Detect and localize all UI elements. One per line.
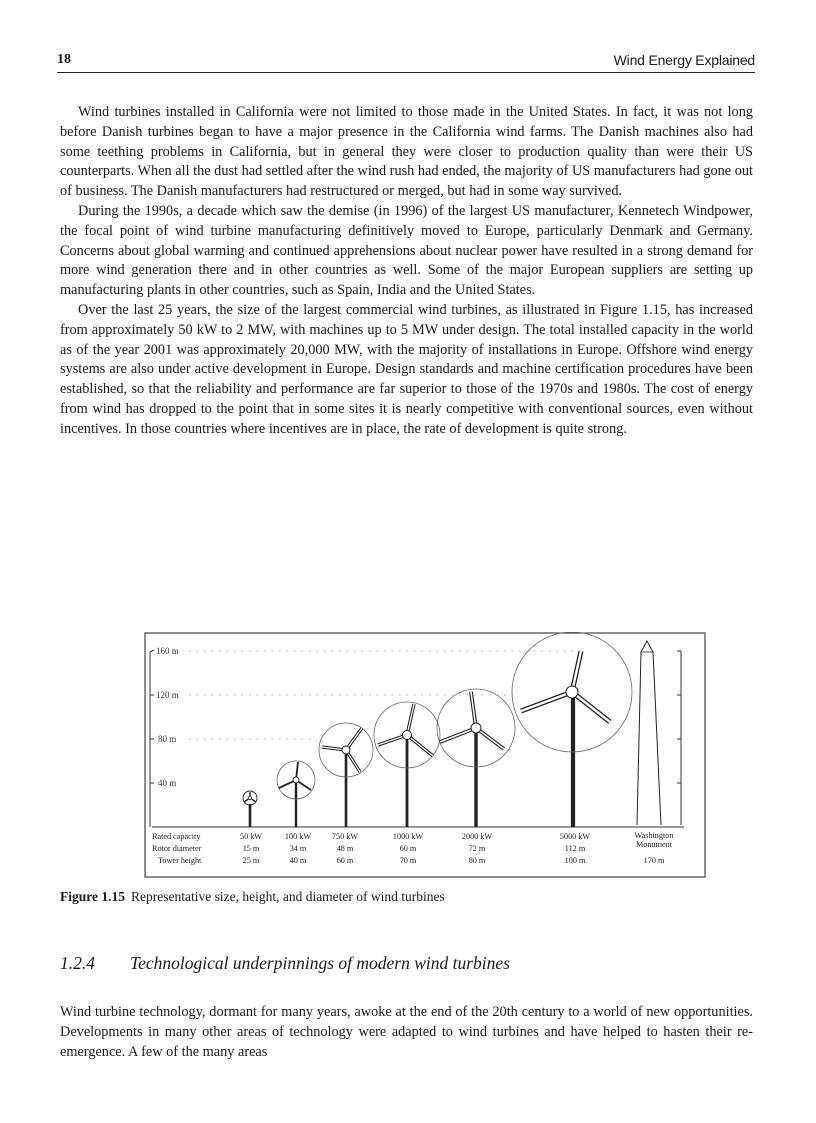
- section-number: 1.2.4: [60, 953, 95, 973]
- cell-tower: 100 m: [564, 856, 586, 865]
- section-heading: [60, 953, 510, 974]
- monument-height: 170 m: [643, 856, 665, 865]
- monument-name-line1: Washington: [634, 831, 674, 840]
- row-label-rotor-diameter: Rotor diameter: [152, 844, 202, 853]
- cell-diameter: 15 m: [242, 844, 260, 853]
- scale-label-40: 40 m: [158, 778, 177, 788]
- scale-label-160: 160 m: [156, 646, 179, 656]
- cell-tower: 40 m: [289, 856, 307, 865]
- washington-monument: [637, 641, 661, 825]
- cell-tower: 60 m: [336, 856, 354, 865]
- cell-diameter: 34 m: [289, 844, 307, 853]
- figure-turbine-sizes: [144, 632, 706, 878]
- paragraph: During the 1990s, a decade which saw the demise (in 1996) of the largest US manufacturer, Kennetech Windpower, the focal point of wind turbine manufacturing definitively moved to Europe, particularly Denmark and Germany. Concerns about global warming and continued apprehensions about nuclear power have resulted in a strong demand for more wind generation there and in other countries as well. Some of the major European suppliers are setting up manufacturing plants in other countries, such as Spain, India and the United States.: [60, 202, 753, 299]
- cell-diameter: 60 m: [399, 844, 417, 853]
- figure-caption: [60, 889, 445, 905]
- monument-name-line2: Monument: [636, 840, 672, 849]
- figure-frame: [145, 633, 705, 877]
- running-head: Wind Energy Explained: [613, 52, 755, 68]
- body-text-top: [60, 103, 753, 440]
- turbine-100kw: [277, 761, 315, 827]
- page-header: [57, 52, 755, 73]
- caption-label: Figure 1.15: [60, 889, 125, 904]
- paragraph: Wind turbines installed in California were not limited to those made in the United States. In fact, it was not long before Danish turbines began to have a major presence in the California wind farms. The Danish machines also had some teething problems in California, but in general they were closer to production quality than were their US counterparts. When all the dust had settled after the wind rush had ended, the majority of US manufacturers had gone out of business. The Danish manufacturers had restructured or merged, but had in some way survived.: [60, 104, 753, 200]
- gridlines: [189, 651, 574, 739]
- turbine-750kw: [319, 723, 373, 827]
- cell-diameter: 72 m: [468, 844, 486, 853]
- turbine-1000kw: [374, 702, 440, 827]
- cell-diameter: 48 m: [336, 844, 354, 853]
- cell-capacity: 750 kW: [331, 832, 359, 841]
- body-text-bottom: [60, 1003, 753, 1062]
- turbine-5000kw: [512, 632, 632, 827]
- turbine-2000kw: [437, 689, 515, 827]
- page-number: 18: [57, 52, 71, 67]
- cell-capacity: 2000 kW: [461, 832, 493, 841]
- section-title: Technological underpinnings of modern wind turbines: [130, 953, 510, 973]
- caption-text: Representative size, height, and diameter of wind turbines: [131, 889, 445, 904]
- cell-diameter: 112 m: [564, 844, 586, 853]
- cell-capacity: 5000 kW: [559, 832, 591, 841]
- scale-label-80: 80 m: [158, 734, 177, 744]
- scale-labels: [156, 646, 179, 788]
- row-label-tower-height: Tower height: [158, 856, 202, 865]
- cell-tower: 70 m: [399, 856, 417, 865]
- paragraph: Wind turbine technology, dormant for many years, awoke at the end of the 20th century to a world of new opportunities. Developments in many other areas of technology were adapted to wind turbines and have helped to hasten their re-emergence. A few of the many areas: [60, 1004, 753, 1060]
- height-scale: [150, 650, 154, 827]
- cell-capacity: 1000 kW: [392, 832, 424, 841]
- cell-tower: 25 m: [242, 856, 260, 865]
- paragraph: Over the last 25 years, the size of the largest commercial wind turbines, as illustrated in Figure 1.15, has increased from approximately 50 kW to 2 MW, with machines up to 5 MW under design. The total installed capacity in the world as of the year 2001 was approximately 20,000 MW, with the majority of installations in Europe. Offshore wind energy systems are also under active development in Europe. Design standards and machine certification procedures have been established, so that the reliability and performance are far superior to those of the 1970s and 1980s. The cost of energy from wind has dropped to the point that in some sites it is nearly competitive with conventional sources, even without incentives. In those countries where incentives are in place, the rate of development is quite strong.: [60, 301, 753, 437]
- turbine-50kw: [243, 791, 257, 827]
- scale-label-120: 120 m: [156, 690, 179, 700]
- row-label-rated-capacity: Rated capacity: [152, 832, 201, 841]
- figure-data-table: [152, 831, 673, 865]
- cell-capacity: 50 kW: [239, 832, 263, 841]
- cell-tower: 80 m: [468, 856, 486, 865]
- monument-scale: [677, 651, 681, 825]
- cell-capacity: 100 kW: [284, 832, 312, 841]
